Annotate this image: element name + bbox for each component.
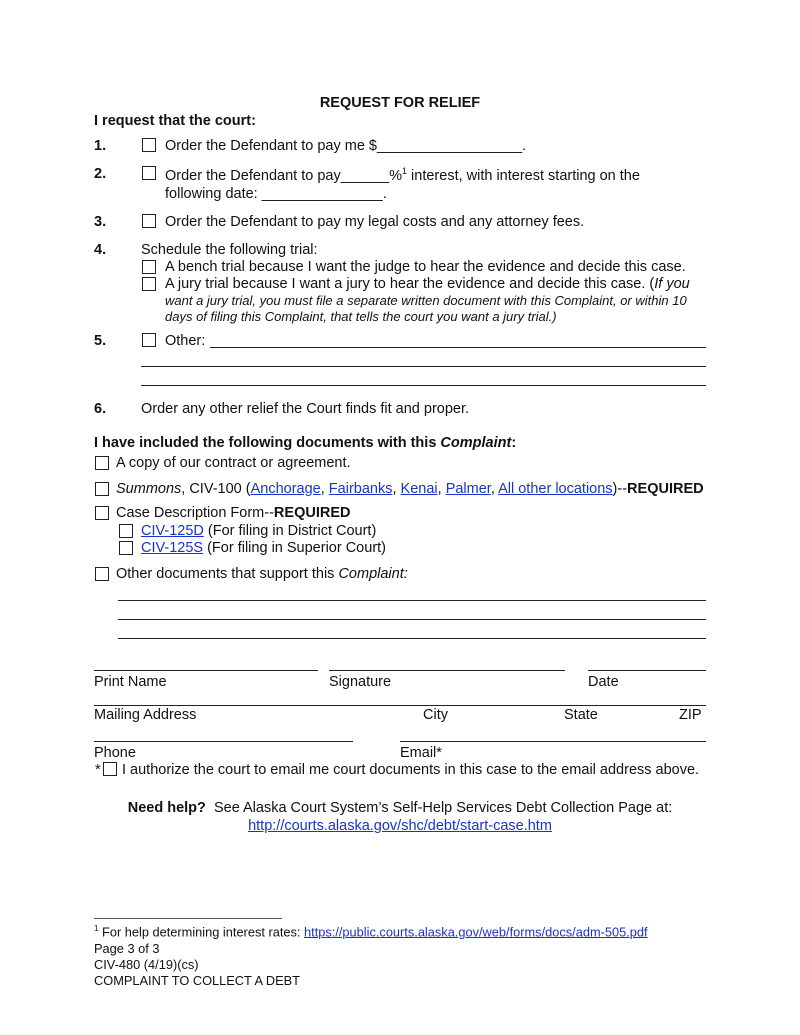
summons-checkbox[interactable] bbox=[95, 482, 109, 496]
item-6-number: 6. bbox=[94, 401, 107, 417]
other-line-1[interactable] bbox=[210, 347, 706, 348]
state-label: State bbox=[564, 707, 598, 723]
help-label: Need help? bbox=[127, 800, 206, 816]
separator-1: , bbox=[320, 481, 329, 497]
documents-heading-a: I have included the following documents with this bbox=[94, 435, 441, 451]
anchorage-link[interactable]: Anchorage bbox=[250, 481, 321, 497]
footnote-number: 1 bbox=[94, 924, 99, 933]
item-1-checkbox[interactable] bbox=[142, 138, 156, 152]
item-4-text: Schedule the following trial: bbox=[141, 242, 318, 258]
item-2-number: 2. bbox=[94, 166, 107, 182]
civ125s-text: (For filing in Superior Court) bbox=[203, 540, 386, 556]
item-3-checkbox[interactable] bbox=[142, 214, 156, 228]
item-2-text-b: interest, with interest starting on the bbox=[407, 167, 640, 184]
fairbanks-link[interactable]: Fairbanks bbox=[328, 481, 393, 497]
email-authorize-checkbox[interactable] bbox=[103, 762, 117, 776]
phone-label: Phone bbox=[94, 745, 136, 761]
civ125s-link[interactable]: CIV-125S bbox=[141, 540, 204, 556]
jury-trial-text bbox=[165, 276, 690, 292]
item-1-number: 1. bbox=[94, 138, 107, 154]
jury-trial-text-it: If you bbox=[654, 276, 690, 292]
bench-trial-checkbox[interactable] bbox=[142, 260, 156, 274]
palmer-link[interactable]: Palmer bbox=[445, 481, 491, 497]
documents-line-2[interactable] bbox=[118, 619, 706, 620]
other-line-3[interactable] bbox=[141, 385, 706, 386]
help-line bbox=[0, 800, 800, 816]
documents-heading-b: Complaint bbox=[440, 435, 512, 451]
item-4-number: 4. bbox=[94, 242, 107, 258]
address-line[interactable] bbox=[94, 705, 706, 706]
footnote-url-link[interactable]: https://public.courts.alaska.gov/web/forms/docs/adm-505.pdf bbox=[304, 924, 648, 940]
civ125s-checkbox[interactable] bbox=[119, 541, 133, 555]
case-description-label: Case Description Form-- bbox=[116, 505, 274, 521]
case-description-required: REQUIRED bbox=[273, 505, 351, 521]
contract-checkbox[interactable] bbox=[95, 456, 109, 470]
summons-label: Summons bbox=[116, 481, 182, 497]
item-6-text: Order any other relief the Court finds fit and proper. bbox=[141, 401, 470, 417]
contract-text: A copy of our contract or agreement. bbox=[116, 455, 351, 471]
item-2-checkbox[interactable] bbox=[142, 166, 156, 180]
signature-label: Signature bbox=[329, 674, 392, 690]
item-2-text-a: Order the Defendant to pay______% bbox=[165, 167, 402, 184]
other-locations-link[interactable]: All other locations bbox=[498, 481, 613, 497]
jury-trial-note-1: want a jury trial, you must file a separate written document with this Complaint, or within 10 bbox=[165, 293, 687, 308]
summons-form: , CIV-100 ( bbox=[181, 481, 251, 497]
civ125d-checkbox[interactable] bbox=[119, 524, 133, 538]
item-5-number: 5. bbox=[94, 333, 107, 349]
print-name-label: Print Name bbox=[94, 674, 167, 690]
zip-label: ZIP bbox=[679, 707, 702, 723]
item-3-text: Order the Defendant to pay my legal costs and any attorney fees. bbox=[165, 214, 585, 230]
date-label: Date bbox=[588, 674, 619, 690]
form-name: COMPLAINT TO COLLECT A DEBT bbox=[94, 973, 300, 988]
item-1-text: Order the Defendant to pay me $__________________. bbox=[165, 138, 527, 154]
documents-line-1[interactable] bbox=[118, 600, 706, 601]
documents-heading-c: : bbox=[511, 435, 517, 451]
case-description-checkbox[interactable] bbox=[95, 506, 109, 520]
separator-3: , bbox=[437, 481, 446, 497]
kenai-link[interactable]: Kenai bbox=[400, 481, 438, 497]
mailing-address-label: Mailing Address bbox=[94, 707, 197, 723]
jury-trial-checkbox[interactable] bbox=[142, 277, 156, 291]
separator-2: , bbox=[392, 481, 401, 497]
bench-trial-text: A bench trial because I want the judge to hear the evidence and decide this case. bbox=[165, 259, 686, 275]
item-2-text bbox=[165, 166, 640, 184]
help-url-link[interactable]: http://courts.alaska.gov/shc/debt/start-case.htm bbox=[248, 818, 552, 834]
case-description-text bbox=[116, 505, 350, 521]
documents-heading bbox=[94, 435, 516, 451]
phone-line[interactable] bbox=[94, 741, 353, 742]
form-number: CIV-480 (4/19)(cs) bbox=[94, 957, 199, 972]
civ125d-row bbox=[141, 523, 376, 539]
email-label: Email* bbox=[400, 745, 442, 761]
other-documents-text bbox=[116, 566, 408, 582]
summons-required: REQUIRED bbox=[627, 481, 704, 497]
jury-trial-note-2: days of filing this Complaint, that tells the court you want a jury trial.) bbox=[165, 309, 557, 324]
other-line-2[interactable] bbox=[141, 366, 706, 367]
page-number: Page 3 of 3 bbox=[94, 941, 160, 956]
footnote-text: For help determining interest rates: bbox=[98, 924, 305, 940]
civ125d-text: (For filing in District Court) bbox=[203, 523, 377, 539]
item-5-checkbox[interactable] bbox=[142, 333, 156, 347]
summons-text bbox=[116, 481, 704, 497]
authorize-asterisk: * bbox=[95, 762, 101, 778]
separator-4: , bbox=[490, 481, 499, 497]
help-text: See Alaska Court System’s Self-Help Services Debt Collection Page at: bbox=[213, 800, 673, 816]
other-documents-checkbox[interactable] bbox=[95, 567, 109, 581]
intro-heading: I request that the court: bbox=[94, 113, 256, 129]
footnote bbox=[94, 924, 648, 939]
page-title: REQUEST FOR RELIEF bbox=[319, 95, 481, 111]
civ125s-row bbox=[141, 540, 386, 556]
print-name-line[interactable] bbox=[94, 670, 318, 671]
jury-trial-text-a: A jury trial because I want a jury to hear the evidence and decide this case. ( bbox=[165, 276, 655, 292]
item-2-text-c: following date: _______________. bbox=[165, 186, 387, 202]
other-documents-complaint: Complaint: bbox=[338, 566, 408, 582]
item-3-number: 3. bbox=[94, 214, 107, 230]
summons-suffix: )-- bbox=[612, 481, 628, 497]
city-label: City bbox=[423, 707, 448, 723]
footnote-ref: 1 bbox=[402, 166, 408, 176]
email-authorize-text: I authorize the court to email me court documents in this case to the email address above. bbox=[122, 762, 700, 778]
civ125d-link[interactable]: CIV-125D bbox=[141, 523, 204, 539]
item-5-text: Other: bbox=[165, 333, 206, 349]
date-line[interactable] bbox=[588, 670, 706, 671]
other-documents-label: Other documents that support this bbox=[116, 566, 339, 582]
help-url-row bbox=[0, 818, 800, 834]
email-line[interactable] bbox=[400, 741, 706, 742]
documents-line-3[interactable] bbox=[118, 638, 706, 639]
footnote-divider bbox=[94, 918, 282, 919]
signature-line[interactable] bbox=[329, 670, 565, 671]
